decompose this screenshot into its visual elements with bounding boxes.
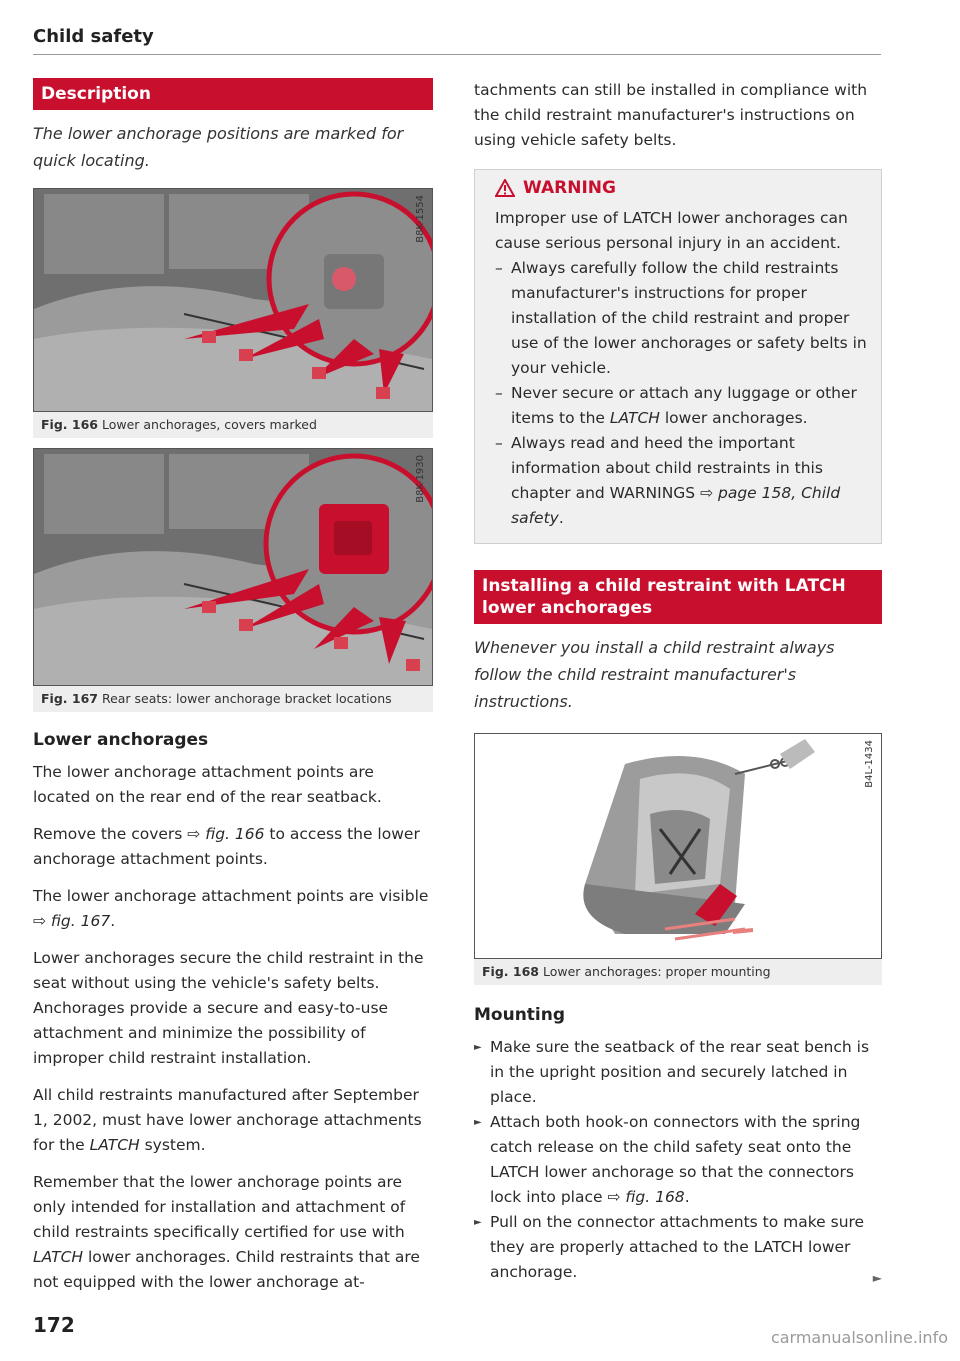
warning-item: – Always carefully follow the child restraints manufacturer's instructions for proper installation of the child restraint and proper use of the lower anchorages or safety belts in your vehicle. xyxy=(495,256,869,381)
warning-title: WARNING xyxy=(523,178,616,198)
figure-caption-text: Lower anchorages: proper mounting xyxy=(542,964,771,979)
figure-caption-text: Lower anchorages, covers marked xyxy=(101,417,317,432)
continued-arrow-icon: ► xyxy=(872,1271,882,1285)
paragraph xyxy=(33,884,433,934)
paragraph xyxy=(33,1083,433,1158)
warning-item xyxy=(495,381,869,431)
latch-term: LATCH xyxy=(89,1136,140,1154)
warning-body xyxy=(495,206,869,531)
warning-triangle-icon xyxy=(495,179,515,197)
rear-seat-covers-illustration xyxy=(34,189,432,411)
paragraph-continued: tachments can still be installed in compliance with the child restraint manufacturer's instructions on using vehicle safety belts. xyxy=(474,81,868,149)
warning-item xyxy=(495,431,869,531)
mounting-steps xyxy=(474,1035,882,1285)
page-number: 172 xyxy=(33,1313,75,1337)
step-item xyxy=(474,1110,882,1210)
warning-intro: Improper use of LATCH lower anchorages can cause serious personal injury in an accident. xyxy=(495,209,848,252)
warning-box xyxy=(474,169,882,544)
figure-167-image xyxy=(33,448,433,686)
step-text: . xyxy=(684,1188,690,1206)
paragraph-text: system. xyxy=(139,1136,206,1154)
paragraph-text: All child restraints manufactured after September 1, 2002, must have lower anchorage attachments for the xyxy=(33,1086,422,1154)
paragraph xyxy=(33,822,433,872)
child-seat-illustration xyxy=(475,734,881,958)
figure-label: Fig. 167 xyxy=(41,691,98,706)
latch-term: LATCH xyxy=(609,409,660,427)
rear-seat-brackets-illustration xyxy=(34,449,432,685)
warning-item-text: Never secure or attach any luggage or other items to the xyxy=(511,384,857,427)
chapter-title: Child safety xyxy=(33,26,154,47)
warning-list xyxy=(495,256,869,531)
warning-item-text: . xyxy=(558,509,564,527)
warning-header xyxy=(495,178,869,198)
section-title-description: Description xyxy=(33,78,433,110)
figure-167-caption xyxy=(33,686,433,712)
watermark: carmanualsonline.info xyxy=(770,1328,948,1347)
header-divider xyxy=(33,54,881,55)
description-intro: The lower anchorage positions are marked for quick locating. xyxy=(33,124,404,170)
paragraph-text: Remove the covers xyxy=(33,825,188,843)
figure-caption-text: Rear seats: lower anchorage bracket locations xyxy=(101,691,392,706)
mounting-steps-wrapper xyxy=(474,1035,882,1285)
paragraph-text: to access the lower anchorage attachment points. xyxy=(33,825,420,868)
paragraph-text: The lower anchorage attachment points are visible xyxy=(33,887,429,905)
section-title-installing: Installing a child restraint with LATCH lower anchorages xyxy=(474,570,882,624)
figure-168-image xyxy=(474,733,882,959)
figure-167 xyxy=(33,448,433,712)
paragraph: Lower anchorages secure the child restraint in the seat without using the vehicle's safety belts. Anchorages provide a secure and easy-to-use attachment and minimize the possibility of improper child restraint installation. xyxy=(33,949,424,1067)
paragraph-text: . xyxy=(110,912,116,930)
step-text: Attach both hook-on connectors with the spring catch release on the child safety seat onto the LATCH lower anchorage so that the connectors lock into place xyxy=(490,1113,861,1206)
warning-item-text: lower anchorages. xyxy=(659,409,808,427)
figure-label: Fig. 166 xyxy=(41,417,98,432)
step-item: ► Make sure the seatback of the rear seat bench is in the upright position and securely latched in place. xyxy=(474,1035,882,1110)
figure-code: B4L-1434 xyxy=(864,740,875,788)
figure-label: Fig. 168 xyxy=(482,964,539,979)
left-column xyxy=(33,78,433,1307)
step-item: ► Pull on the connector attachments to make sure they are properly attached to the LATCH lower anchorage. xyxy=(474,1210,882,1285)
figure-168-caption xyxy=(474,959,882,985)
figure-reference-link[interactable]: ⇨ fig. 167 xyxy=(33,912,111,930)
figure-reference-link[interactable]: ⇨ fig. 168 xyxy=(607,1188,685,1206)
figure-reference-link[interactable]: ⇨ fig. 166 xyxy=(187,825,265,843)
figure-code: B8K-1930 xyxy=(415,455,426,503)
figure-code: B8K-1554 xyxy=(415,195,426,243)
subhead-lower-anchorages: Lower anchorages xyxy=(33,730,209,750)
paragraph xyxy=(33,1170,433,1295)
installing-intro: Whenever you install a child restraint always follow the child restraint manufacturer's instructions. xyxy=(474,638,835,711)
figure-166-image xyxy=(33,188,433,412)
figure-166-caption xyxy=(33,412,433,438)
right-column xyxy=(474,78,882,1285)
paragraph-text: lower anchorages. Child restraints that are not equipped with the lower anchorage at- xyxy=(33,1248,420,1291)
warning-item-text: Always read and heed the important information about child restraints in this chapter and WARNINGS xyxy=(511,434,823,502)
paragraph-text: Remember that the lower anchorage points are only intended for installation and attachment of child restraints specifically certified for use with xyxy=(33,1173,406,1241)
figure-168 xyxy=(474,733,882,985)
latch-term: LATCH xyxy=(33,1248,84,1266)
subhead-mounting: Mounting xyxy=(474,1005,566,1025)
figure-166 xyxy=(33,188,433,438)
paragraph: The lower anchorage attachment points are located on the rear end of the rear seatback. xyxy=(33,763,382,806)
page-reference-link[interactable]: ⇨ page 158, Child safety xyxy=(511,484,841,527)
